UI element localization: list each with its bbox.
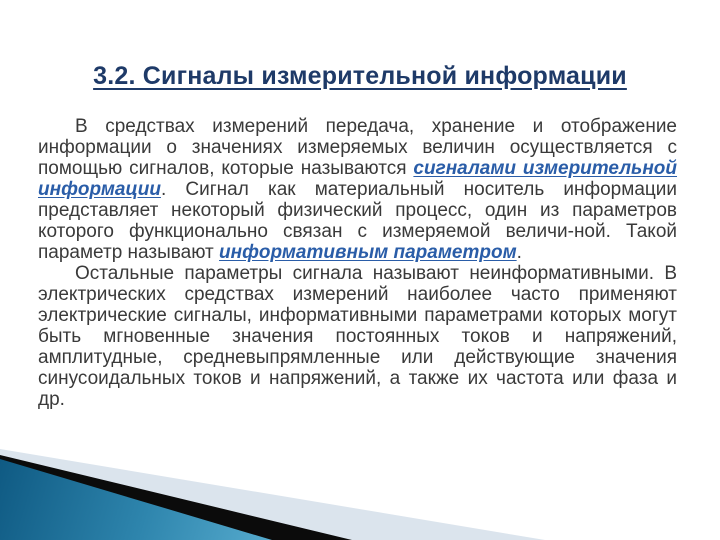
emphasized-term: сигналами измерительной информации [38, 158, 678, 200]
body-text-run: . Сигнал как материальный носитель информации представляет некоторый физический процесс, один из параметров которого функционально связан с измеряемой величи-ной. Такой параметр называют [38, 179, 677, 263]
emphasized-term: информативным параметром [219, 242, 517, 263]
corner-decoration [0, 445, 720, 540]
body-text-run: В средствах измерений передача, хранение и отображение информации о значениях измеряемых величин осуществляется с помощью сигналов, которые называются [38, 116, 677, 179]
slide-body [38, 116, 677, 410]
paragraph [38, 116, 677, 263]
slide-title: 3.2. Сигналы измерительной информации [93, 62, 627, 90]
paragraph [38, 263, 677, 410]
body-text-run: Остальные параметры сигнала называют неинформативными. В электрических средствах измерений наиболее часто применяют электрические сигналы, информативными параметрами которых могут быть мгновенные значения постоянных токов и напряжений, амплитудные, средневыпрямленные или действующие значения синусоидальных токов и напряжений, а также их частота или фаза и др. [38, 263, 677, 410]
body-text-run: . [516, 242, 522, 263]
